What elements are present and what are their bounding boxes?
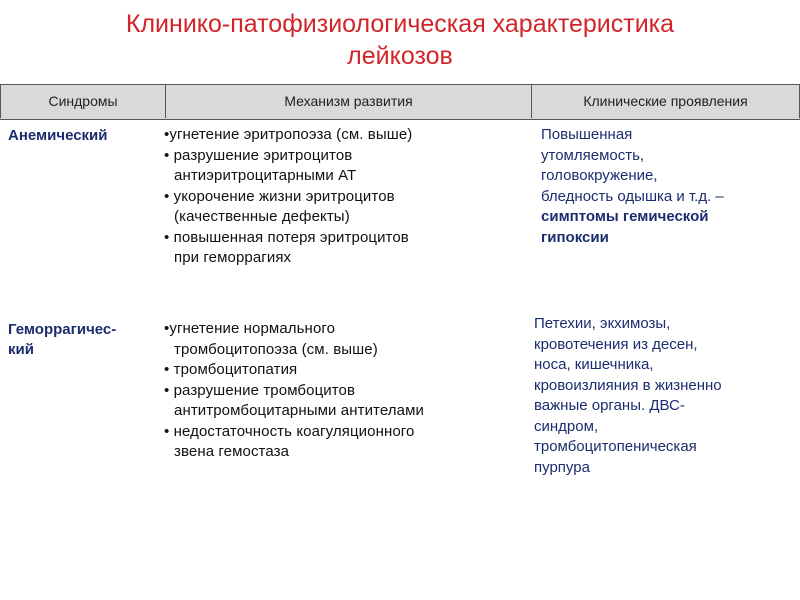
mechanism-item: • повышенная потеря эритроцитов: [164, 228, 409, 246]
clinical-line-bold: гипоксии: [541, 228, 609, 246]
clinical-anemic: [541, 125, 800, 248]
header-mechanism: Механизм развития: [166, 85, 532, 118]
header-clinical: Клинические проявления: [532, 85, 800, 118]
title-line-2: лейкозов: [347, 42, 453, 70]
mechanism-item-cont: антиэритроцитарными АТ: [174, 167, 357, 184]
syndrome-anemic: Анемический: [8, 127, 108, 144]
mechanism-item-cont: антитромбоцитарными антителами: [174, 402, 424, 419]
mechanism-hemorrhagic: [164, 319, 524, 463]
mechanism-item: • тромбоцитопатия: [164, 361, 298, 378]
mechanism-item-cont: звена гемостаза: [174, 443, 290, 460]
header-syndromes: Синдромы: [0, 85, 166, 118]
clinical-line: утомляемость,: [541, 146, 645, 164]
clinical-line: головокружение,: [541, 167, 658, 184]
clinical-line: носа, кишечника,: [534, 356, 654, 373]
clinical-line: бледность одышка и т.д. –: [541, 187, 724, 205]
syndrome-line: кий: [8, 341, 34, 358]
mechanism-item: •угнетение нормального: [164, 320, 336, 337]
clinical-line: кровотечения из десен,: [534, 335, 698, 353]
mechanism-anemic: [164, 125, 524, 269]
mechanism-item: •угнетение эритропоэза (см. выше): [164, 126, 413, 143]
clinical-line: Повышенная: [541, 126, 633, 143]
page-title: [0, 8, 800, 72]
mechanism-item-cont: при геморрагиях: [174, 249, 292, 266]
mechanism-item: • разрушение эритроцитов: [164, 146, 353, 164]
clinical-line: Петехии, экхимозы,: [534, 315, 671, 332]
syndrome-hemorrhagic: [8, 320, 116, 360]
mechanism-item: • недостаточность коагуляционного: [164, 422, 415, 440]
clinical-line: тромбоцитопеническая: [534, 438, 697, 455]
table-header: [0, 84, 800, 120]
clinical-line-bold: симптомы гемической: [541, 208, 709, 225]
clinical-line: кровоизлияния в жизненно: [534, 376, 722, 394]
mechanism-item: • разрушение тромбоцитов: [164, 381, 356, 399]
title-line-1: Клинико-патофизиологическая характеристика: [125, 10, 675, 38]
mechanism-item: • укорочение жизни эритроцитов: [164, 187, 395, 205]
clinical-line: синдром,: [534, 417, 599, 435]
clinical-line: важные органы. ДВС-: [534, 397, 685, 414]
mechanism-item-cont: тромбоцитопоэза (см. выше): [174, 340, 378, 358]
mechanism-item-cont: (качественные дефекты): [174, 208, 350, 225]
clinical-hemorrhagic: [534, 314, 794, 478]
clinical-line: пурпура: [534, 458, 590, 476]
syndrome-line: Геморрагичес-: [8, 321, 117, 338]
